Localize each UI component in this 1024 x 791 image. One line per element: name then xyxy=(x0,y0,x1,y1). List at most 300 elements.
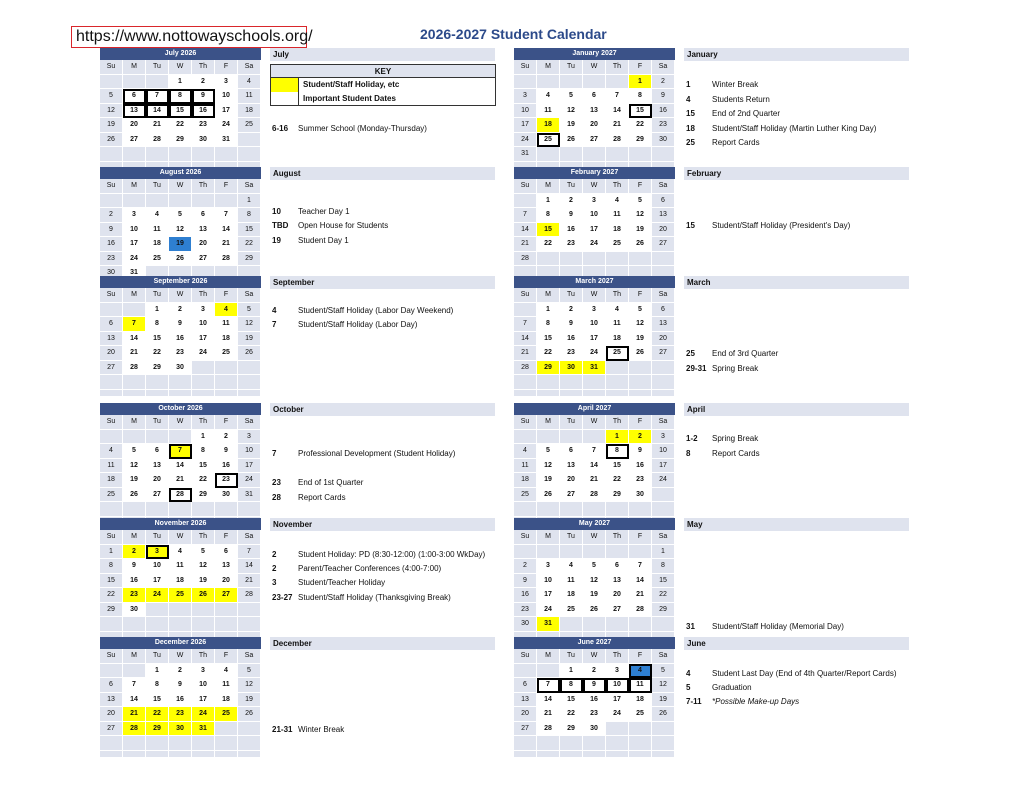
day-cell: 23 xyxy=(560,237,583,252)
day-cell: 10 xyxy=(123,223,146,238)
empty-day-cell xyxy=(606,736,629,751)
day-cell: 19 xyxy=(560,118,583,133)
day-cell: 25 xyxy=(629,707,652,722)
weekday-header: Tu xyxy=(146,60,169,75)
day-cell: 1 xyxy=(192,430,215,445)
day-cell: 19 xyxy=(192,574,215,589)
weekday-header: M xyxy=(123,179,146,194)
day-cell: 18 xyxy=(215,332,238,347)
events-month-header: December xyxy=(270,637,495,650)
empty-day-cell xyxy=(238,502,261,517)
day-cell: 8 xyxy=(146,317,169,332)
empty-day-cell xyxy=(560,75,583,90)
day-cell: 4 xyxy=(215,303,238,318)
empty-day-cell xyxy=(537,664,560,679)
weekday-header: Tu xyxy=(560,649,583,664)
month-events xyxy=(684,276,909,386)
day-cell: 26 xyxy=(169,252,192,267)
empty-day-cell xyxy=(583,617,606,632)
weekday-header: F xyxy=(629,530,652,545)
events-month-header: January xyxy=(684,48,909,61)
empty-day-cell xyxy=(537,430,560,445)
event-item xyxy=(270,592,451,604)
day-cell: 19 xyxy=(123,473,146,488)
event-text: Teacher Day 1 xyxy=(298,207,350,216)
empty-day-cell xyxy=(192,603,215,618)
weekday-header: F xyxy=(215,60,238,75)
month-header: January 2027 xyxy=(514,48,675,60)
day-cell: 17 xyxy=(192,332,215,347)
events-month-header: November xyxy=(270,518,495,531)
weekday-header: W xyxy=(583,288,606,303)
empty-day-cell xyxy=(537,147,560,162)
day-cell: 26 xyxy=(238,707,261,722)
event-text: Spring Break xyxy=(712,434,759,443)
empty-day-cell xyxy=(123,617,146,632)
empty-day-cell xyxy=(652,488,675,503)
day-cell: 7 xyxy=(146,89,169,104)
day-cell: 8 xyxy=(146,678,169,693)
day-cell: 11 xyxy=(606,317,629,332)
month-header: February 2027 xyxy=(514,167,675,179)
day-cell: 1 xyxy=(606,430,629,445)
day-cell: 14 xyxy=(123,693,146,708)
day-cell: 30 xyxy=(169,361,192,376)
day-cell: 3 xyxy=(192,664,215,679)
day-cell: 9 xyxy=(514,574,537,589)
day-cell: 9 xyxy=(192,89,215,104)
events-month-header: September xyxy=(270,276,495,289)
day-cell: 22 xyxy=(192,473,215,488)
event-text: Student/Staff Holiday (Martin Luther King Day) xyxy=(712,124,877,133)
empty-day-cell xyxy=(652,361,675,376)
event-item xyxy=(270,563,441,575)
weekday-header: Sa xyxy=(238,530,261,545)
weekday-header: Tu xyxy=(146,530,169,545)
event-item xyxy=(270,235,349,247)
day-cell: 22 xyxy=(169,118,192,133)
empty-day-cell xyxy=(514,545,537,560)
day-cell: 2 xyxy=(652,75,675,90)
day-cell: 27 xyxy=(583,133,606,148)
empty-day-cell xyxy=(100,617,123,632)
empty-day-cell xyxy=(146,147,169,162)
empty-day-cell xyxy=(192,147,215,162)
day-cell: 23 xyxy=(123,588,146,603)
empty-day-cell xyxy=(215,603,238,618)
day-cell: 12 xyxy=(583,574,606,589)
day-cell: 15 xyxy=(192,459,215,474)
event-date: 1 xyxy=(686,80,691,89)
day-cell: 29 xyxy=(146,361,169,376)
event-item xyxy=(270,123,427,135)
day-cell: 31 xyxy=(583,361,606,376)
event-text: Summer School (Monday-Thursday) xyxy=(298,124,427,133)
day-cell: 15 xyxy=(537,332,560,347)
weekday-header: Th xyxy=(192,179,215,194)
day-cell: 4 xyxy=(629,664,652,679)
weekday-header: M xyxy=(537,179,560,194)
day-cell: 6 xyxy=(514,678,537,693)
event-text: Student/Staff Holiday (Thanksgiving Break) xyxy=(298,593,451,602)
day-cell: 20 xyxy=(514,707,537,722)
event-date: 2 xyxy=(272,564,277,573)
event-text: End of 1st Quarter xyxy=(298,478,364,487)
day-cell: 2 xyxy=(215,430,238,445)
empty-day-cell xyxy=(192,617,215,632)
empty-day-cell xyxy=(629,545,652,560)
empty-day-cell xyxy=(100,375,123,390)
day-cell: 22 xyxy=(146,346,169,361)
day-cell: 3 xyxy=(238,430,261,445)
empty-day-cell xyxy=(583,736,606,751)
empty-day-cell xyxy=(100,75,123,90)
empty-day-cell xyxy=(238,603,261,618)
day-cell: 13 xyxy=(583,104,606,119)
weekday-header: Th xyxy=(606,415,629,430)
weekday-header: Sa xyxy=(652,530,675,545)
empty-day-cell xyxy=(100,502,123,517)
day-cell: 5 xyxy=(238,664,261,679)
weekday-header: Su xyxy=(514,415,537,430)
day-cell: 11 xyxy=(100,459,123,474)
event-text: Report Cards xyxy=(712,449,760,458)
day-cell: 1 xyxy=(169,75,192,90)
empty-day-cell xyxy=(146,430,169,445)
day-cell: 27 xyxy=(514,722,537,737)
empty-day-cell xyxy=(537,502,560,517)
day-cell: 22 xyxy=(537,346,560,361)
event-date: 28 xyxy=(272,493,281,502)
day-cell: 2 xyxy=(100,208,123,223)
day-cell: 16 xyxy=(583,693,606,708)
day-cell: 5 xyxy=(537,444,560,459)
day-cell: 10 xyxy=(238,444,261,459)
day-cell: 29 xyxy=(606,488,629,503)
empty-day-cell xyxy=(238,147,261,162)
empty-day-cell xyxy=(629,375,652,390)
empty-day-cell xyxy=(514,375,537,390)
event-text: Report Cards xyxy=(712,138,760,147)
empty-day-cell xyxy=(100,736,123,751)
day-cell: 13 xyxy=(100,332,123,347)
day-cell: 2 xyxy=(169,664,192,679)
day-cell: 25 xyxy=(215,346,238,361)
empty-day-cell xyxy=(192,375,215,390)
event-date: 8 xyxy=(686,449,691,458)
weekday-header: F xyxy=(215,415,238,430)
day-cell: 4 xyxy=(537,89,560,104)
day-cell: 29 xyxy=(192,488,215,503)
day-cell: 29 xyxy=(100,603,123,618)
day-cell: 21 xyxy=(123,707,146,722)
empty-day-cell xyxy=(560,147,583,162)
empty-day-cell xyxy=(560,502,583,517)
day-cell: 7 xyxy=(514,208,537,223)
day-cell: 12 xyxy=(169,223,192,238)
day-cell: 23 xyxy=(560,346,583,361)
empty-day-cell xyxy=(146,194,169,209)
month-calendar xyxy=(100,403,261,524)
day-cell: 13 xyxy=(652,317,675,332)
weekday-header: Tu xyxy=(560,60,583,75)
day-cell: 13 xyxy=(123,104,146,119)
empty-day-cell xyxy=(100,147,123,162)
month-calendar xyxy=(514,518,675,639)
day-cell: 12 xyxy=(537,459,560,474)
weekday-header: W xyxy=(169,415,192,430)
event-item xyxy=(684,363,758,375)
day-cell: 23 xyxy=(583,707,606,722)
weekday-header: W xyxy=(583,60,606,75)
day-cell: 23 xyxy=(652,118,675,133)
day-cell: 17 xyxy=(606,693,629,708)
day-cell: 28 xyxy=(123,361,146,376)
empty-day-cell xyxy=(238,361,261,376)
day-cell: 29 xyxy=(146,722,169,737)
empty-day-cell xyxy=(238,722,261,737)
day-cell: 1 xyxy=(100,545,123,560)
empty-day-cell xyxy=(215,736,238,751)
day-cell: 24 xyxy=(238,473,261,488)
day-cell: 24 xyxy=(123,252,146,267)
day-cell: 15 xyxy=(238,223,261,238)
empty-day-cell xyxy=(652,252,675,267)
empty-day-cell xyxy=(169,617,192,632)
day-cell: 17 xyxy=(192,693,215,708)
day-cell: 16 xyxy=(514,588,537,603)
empty-day-cell xyxy=(146,375,169,390)
weekday-header: Th xyxy=(192,415,215,430)
day-cell: 7 xyxy=(238,545,261,560)
empty-day-cell xyxy=(169,603,192,618)
day-cell: 26 xyxy=(238,346,261,361)
day-cell: 18 xyxy=(238,104,261,119)
day-cell: 2 xyxy=(629,430,652,445)
day-cell: 20 xyxy=(100,707,123,722)
day-cell: 23 xyxy=(192,118,215,133)
empty-day-cell xyxy=(192,502,215,517)
events-month-header: April xyxy=(684,403,909,416)
day-cell: 4 xyxy=(169,545,192,560)
day-cell: 17 xyxy=(123,237,146,252)
empty-day-cell xyxy=(192,736,215,751)
day-cell: 2 xyxy=(123,545,146,560)
day-cell: 28 xyxy=(537,722,560,737)
event-item xyxy=(270,220,388,232)
empty-day-cell xyxy=(652,736,675,751)
day-cell: 30 xyxy=(100,266,123,281)
day-cell: 24 xyxy=(215,118,238,133)
event-item xyxy=(684,448,760,460)
event-item xyxy=(684,79,758,91)
day-cell: 17 xyxy=(652,459,675,474)
day-cell: 12 xyxy=(652,678,675,693)
month-calendar xyxy=(100,167,261,288)
empty-day-cell xyxy=(514,194,537,209)
weekday-header: Th xyxy=(606,179,629,194)
empty-day-cell xyxy=(123,736,146,751)
empty-day-cell xyxy=(629,361,652,376)
weekday-header: F xyxy=(215,530,238,545)
day-cell: 5 xyxy=(652,664,675,679)
empty-day-cell xyxy=(238,375,261,390)
day-cell: 3 xyxy=(215,75,238,90)
day-cell: 28 xyxy=(583,488,606,503)
day-cell: 18 xyxy=(100,473,123,488)
empty-day-cell xyxy=(583,75,606,90)
day-cell: 7 xyxy=(215,208,238,223)
day-cell: 15 xyxy=(100,574,123,589)
event-item xyxy=(684,696,799,708)
month-header: November 2026 xyxy=(100,518,261,530)
empty-day-cell xyxy=(123,194,146,209)
empty-day-cell xyxy=(146,75,169,90)
day-cell: 16 xyxy=(169,693,192,708)
event-date: 6-16 xyxy=(272,124,289,133)
empty-day-cell xyxy=(215,147,238,162)
event-item xyxy=(684,108,780,120)
day-cell: 30 xyxy=(169,722,192,737)
empty-day-cell xyxy=(215,722,238,737)
day-cell: 23 xyxy=(514,603,537,618)
day-cell: 7 xyxy=(537,678,560,693)
day-cell: 6 xyxy=(100,317,123,332)
day-cell: 2 xyxy=(560,303,583,318)
month-header: December 2026 xyxy=(100,637,261,649)
day-cell: 19 xyxy=(652,693,675,708)
weekday-header: Su xyxy=(514,179,537,194)
day-cell: 20 xyxy=(192,237,215,252)
empty-day-cell xyxy=(583,375,606,390)
day-cell: 11 xyxy=(238,89,261,104)
day-cell: 4 xyxy=(560,559,583,574)
day-cell: 11 xyxy=(629,678,652,693)
day-cell: 22 xyxy=(629,118,652,133)
event-date: 23 xyxy=(272,478,281,487)
event-date: 2 xyxy=(272,550,277,559)
day-cell: 25 xyxy=(146,252,169,267)
weekday-header: Th xyxy=(606,288,629,303)
day-cell: 18 xyxy=(215,693,238,708)
day-cell: 24 xyxy=(146,588,169,603)
day-cell: 8 xyxy=(629,89,652,104)
day-cell: 21 xyxy=(123,346,146,361)
day-cell: 28 xyxy=(606,133,629,148)
day-cell: 22 xyxy=(100,588,123,603)
day-cell: 27 xyxy=(100,361,123,376)
event-date: 19 xyxy=(272,236,281,245)
website-url[interactable]: https://www.nottowayschools.org/ xyxy=(71,26,307,48)
day-cell: 27 xyxy=(123,133,146,148)
event-text: Student/Staff Holiday (Memorial Day) xyxy=(712,622,844,631)
empty-day-cell xyxy=(514,430,537,445)
weekday-header: Tu xyxy=(560,415,583,430)
day-cell: 11 xyxy=(169,559,192,574)
month-calendar xyxy=(514,637,675,758)
day-cell: 1 xyxy=(560,664,583,679)
weekday-header: W xyxy=(583,179,606,194)
day-cell: 27 xyxy=(560,488,583,503)
empty-day-cell xyxy=(583,430,606,445)
empty-day-cell xyxy=(606,502,629,517)
day-cell: 21 xyxy=(583,473,606,488)
day-cell: 7 xyxy=(169,444,192,459)
day-cell: 5 xyxy=(238,303,261,318)
weekday-header: Th xyxy=(192,288,215,303)
weekday-header: Su xyxy=(100,179,123,194)
empty-day-cell xyxy=(123,664,146,679)
day-cell: 31 xyxy=(215,133,238,148)
weekday-header: W xyxy=(583,649,606,664)
month-events xyxy=(684,167,909,277)
day-cell: 3 xyxy=(537,559,560,574)
day-cell: 20 xyxy=(100,346,123,361)
day-cell: 25 xyxy=(606,346,629,361)
day-cell: 29 xyxy=(560,722,583,737)
day-cell: 22 xyxy=(652,588,675,603)
empty-day-cell xyxy=(238,736,261,751)
day-cell: 13 xyxy=(215,559,238,574)
day-cell: 15 xyxy=(146,693,169,708)
day-cell: 8 xyxy=(652,559,675,574)
empty-day-cell xyxy=(583,147,606,162)
event-date: 25 xyxy=(686,138,695,147)
event-text: Student/Teacher Holiday xyxy=(298,578,386,587)
day-cell: 28 xyxy=(215,252,238,267)
day-cell: 3 xyxy=(514,89,537,104)
day-cell: 29 xyxy=(238,252,261,267)
day-cell: 22 xyxy=(537,237,560,252)
weekday-header: Sa xyxy=(652,288,675,303)
day-cell: 11 xyxy=(215,678,238,693)
day-cell: 15 xyxy=(169,104,192,119)
day-cell: 23 xyxy=(169,707,192,722)
day-cell: 9 xyxy=(652,89,675,104)
event-text: Report Cards xyxy=(298,493,346,502)
day-cell: 17 xyxy=(537,588,560,603)
empty-day-cell xyxy=(100,194,123,209)
day-cell: 20 xyxy=(146,473,169,488)
event-item xyxy=(684,433,758,445)
day-cell: 27 xyxy=(215,588,238,603)
empty-day-cell xyxy=(123,303,146,318)
event-date: 4 xyxy=(272,306,277,315)
empty-day-cell xyxy=(146,502,169,517)
day-cell: 5 xyxy=(583,559,606,574)
day-cell: 2 xyxy=(583,664,606,679)
month-events xyxy=(684,403,909,513)
event-text: Open House for Students xyxy=(298,221,389,230)
month-header: October 2026 xyxy=(100,403,261,415)
day-cell: 30 xyxy=(652,133,675,148)
weekday-header: Su xyxy=(514,60,537,75)
empty-day-cell xyxy=(560,736,583,751)
day-cell: 12 xyxy=(238,317,261,332)
empty-day-cell xyxy=(606,375,629,390)
day-cell: 24 xyxy=(652,473,675,488)
day-cell: 2 xyxy=(514,559,537,574)
weekday-header: Sa xyxy=(238,415,261,430)
event-item xyxy=(270,305,453,317)
day-cell: 13 xyxy=(192,223,215,238)
empty-day-cell xyxy=(100,303,123,318)
month-calendar xyxy=(100,48,261,169)
event-item xyxy=(684,682,752,694)
day-cell: 24 xyxy=(583,346,606,361)
day-cell: 6 xyxy=(652,303,675,318)
empty-day-cell xyxy=(238,133,261,148)
